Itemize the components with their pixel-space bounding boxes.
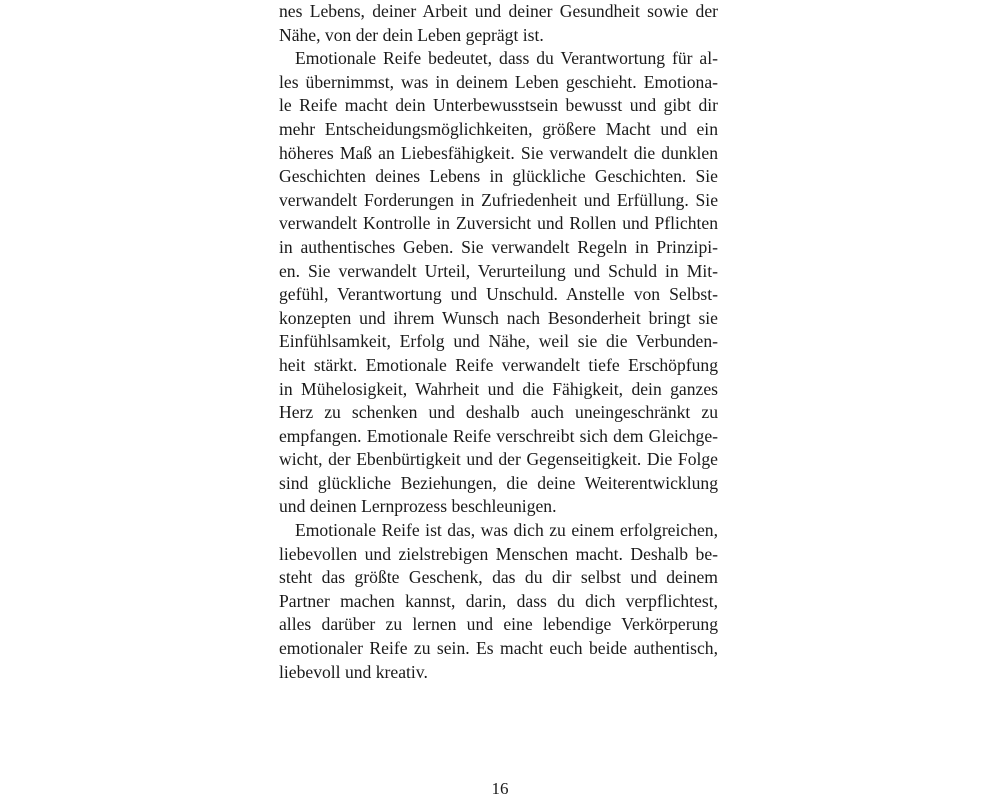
text-line: steht das größte Geschenk, das du dir selbst und deinem <box>279 567 718 588</box>
text-line: Herz zu schenken und deshalb auch uneingeschränkt zu <box>279 402 718 423</box>
paragraph <box>279 519 718 684</box>
text-line: gefühl, Verantwortung und Unschuld. Anstelle von Selbst- <box>279 284 718 305</box>
text-line: in authentisches Geben. Sie verwandelt Regeln in Prinzipi- <box>279 236 718 257</box>
text-line: emotionaler Reife zu sein. Es macht euch beide authentisch, <box>279 638 718 659</box>
paragraph <box>279 47 718 519</box>
text-line: in Mühelosigkeit, Wahrheit und die Fähigkeit, dein ganzes <box>279 378 718 399</box>
text-line: Emotionale Reife bedeutet, dass du Verantwortung für al- <box>295 48 718 69</box>
body-text <box>279 0 718 684</box>
page-number: 16 <box>491 779 509 798</box>
text-line: verwandelt Kontrolle in Zuversicht und Rollen und Pflichten <box>279 213 718 234</box>
text-line: konzepten und ihrem Wunsch nach Besonderheit bringt sie <box>279 307 718 328</box>
text-line: verwandelt Forderungen in Zufriedenheit und Erfüllung. Sie <box>279 189 718 210</box>
text-line: liebevoll und kreativ. <box>279 661 428 682</box>
text-line: sind glückliche Beziehungen, die deine Weiterentwicklung <box>279 472 718 493</box>
text-line: Nähe, von der dein Leben geprägt ist. <box>279 24 544 45</box>
text-line: les übernimmst, was in deinem Leben geschieht. Emotiona- <box>279 71 718 92</box>
text-line: Geschichten deines Lebens in glückliche Geschichten. Sie <box>279 166 718 187</box>
text-line: höheres Maß an Liebesfähigkeit. Sie verwandelt die dunklen <box>279 142 718 163</box>
text-line: wicht, der Ebenbürtigkeit und der Gegenseitigkeit. Die Folge <box>279 449 718 470</box>
text-line: en. Sie verwandelt Urteil, Verurteilung und Schuld in Mit- <box>279 260 718 281</box>
text-line: nes Lebens, deiner Arbeit und deiner Gesundheit sowie der <box>279 1 718 21</box>
text-line: Einfühlsamkeit, Erfolg und Nähe, weil sie die Verbunden- <box>279 331 718 352</box>
paragraph <box>279 0 718 47</box>
text-line: Emotionale Reife ist das, was dich zu einem erfolgreichen, <box>295 520 718 541</box>
text-line: liebevollen und zielstrebigen Menschen macht. Deshalb be- <box>279 543 718 564</box>
text-line: le Reife macht dein Unterbewusstsein bewusst und gibt dir <box>279 95 718 116</box>
text-line: und deinen Lernprozess beschleunigen. <box>279 496 557 517</box>
text-line: empfangen. Emotionale Reife verschreibt sich dem Gleichge- <box>279 425 718 446</box>
text-line: Partner machen kannst, darin, dass du dich verpflichtest, <box>279 590 718 611</box>
text-line: mehr Entscheidungsmöglichkeiten, größere Macht und ein <box>279 118 718 139</box>
text-line: alles darüber zu lernen und eine lebendige Verkörperung <box>279 614 718 635</box>
text-line: heit stärkt. Emotionale Reife verwandelt tiefe Erschöpfung <box>279 354 718 375</box>
